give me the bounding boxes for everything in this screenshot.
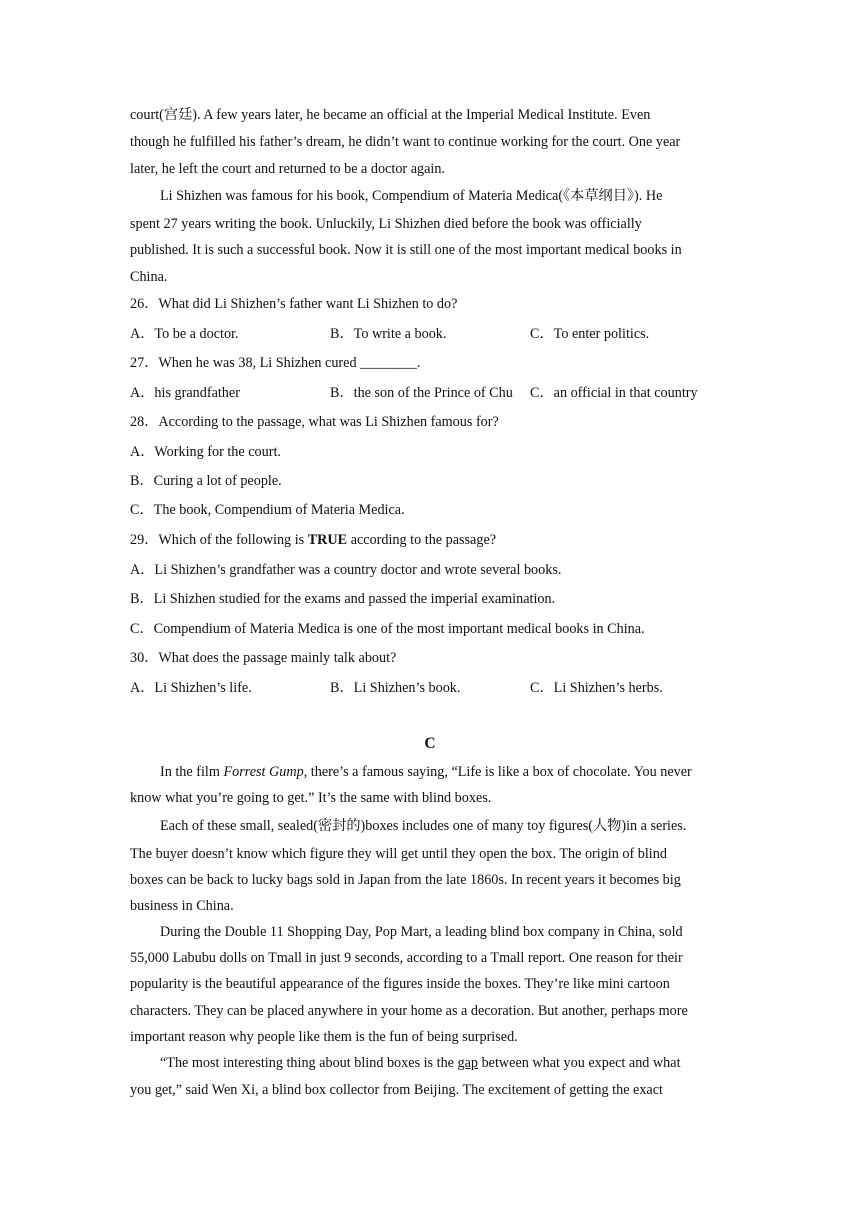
passage-c-line (160, 1054, 681, 1072)
question-26-option-a: A．To be a doctor. (130, 326, 239, 342)
underlined-word: gap (457, 1055, 479, 1071)
question-29-option-a: A．Li Shizhen’s grandfather was a country doctor and wrote several books. (130, 562, 562, 578)
question-30-option-b: B．Li Shizhen’s book. (330, 680, 461, 696)
question-26-option-b: B．To write a book. (330, 326, 447, 342)
question-28-option-a: A．Working for the court. (130, 444, 281, 460)
passage-c-line: popularity is the beautiful appearance of the figures inside the boxes. They’re like mini cartoon (130, 976, 670, 992)
passage-b-line: published. It is such a successful book. Now it is still one of the most important medical books in (130, 242, 682, 258)
question-26-stem: 26．What did Li Shizhen’s father want Li Shizhen to do? (130, 296, 458, 312)
question-30-option-c: C．Li Shizhen’s herbs. (530, 680, 663, 696)
passage-c-text: , there’s a famous saying, “Life is like a box of chocolate. You never (303, 764, 692, 780)
question-28-option-b: B．Curing a lot of people. (130, 473, 282, 489)
passage-c-line: boxes can be back to lucky bags sold in Japan from the late 1860s. In recent years it becomes big (130, 872, 681, 888)
question-27-stem: 27．When he was 38, Li Shizhen cured ________. (130, 355, 421, 371)
film-title: Forrest Gump (223, 764, 304, 780)
passage-b-line: spent 27 years writing the book. Unluckily, Li Shizhen died before the book was officially (130, 216, 642, 232)
passage-c-line: The buyer doesn’t know which figure they will get until they open the box. The origin of blind (130, 846, 667, 862)
passage-b-line: China. (130, 269, 168, 285)
passage-c-text: between what you expect and what (478, 1055, 681, 1071)
passage-c-line: you get,” said Wen Xi, a blind box collector from Beijing. The excitement of getting the exact (130, 1082, 663, 1098)
question-27-option-b: B．the son of the Prince of Chu (330, 385, 513, 401)
question-28-option-c: C．The book, Compendium of Materia Medica. (130, 502, 405, 518)
question-29-stem-bold: TRUE (307, 532, 348, 548)
passage-c-text: In the film (160, 764, 224, 780)
passage-b-line: though he fulfilled his father’s dream, he didn’t want to continue working for the court. One year (130, 134, 681, 150)
question-28-stem: 28．According to the passage, what was Li Shizhen famous for? (130, 414, 499, 430)
passage-c-line: know what you’re going to get.” It’s the same with blind boxes. (130, 790, 492, 806)
passage-c-line: 55,000 Labubu dolls on Tmall in just 9 seconds, according to a Tmall report. One reason for their (130, 950, 683, 966)
passage-c-text: “The most interesting thing about blind boxes is the (160, 1055, 458, 1071)
question-27-option-a: A．his grandfather (130, 385, 240, 401)
question-27-option-c: C．an official in that country (530, 385, 698, 401)
question-26-option-c: C．To enter politics. (530, 326, 650, 342)
passage-c-line: business in China. (130, 898, 234, 914)
question-29-stem (130, 531, 496, 549)
passage-b-line: later, he left the court and returned to be a doctor again. (130, 161, 445, 177)
question-29-stem-pre: 29．Which of the following is (130, 532, 308, 548)
passage-b-line: Li Shizhen was famous for his book, Compendium of Materia Medica(《本草纲目》). He (160, 188, 663, 204)
passage-c-line: characters. They can be placed anywhere in your home as a decoration. But another, perhaps more (130, 1003, 688, 1019)
passage-c-line: Each of these small, sealed(密封的)boxes includes one of many toy figures(人物)in a series. (160, 818, 687, 834)
passage-b-line: court(宫廷). A few years later, he became an official at the Imperial Medical Institute. Even (130, 107, 651, 123)
section-c-heading: C (424, 735, 436, 752)
question-29-stem-post: according to the passage? (347, 532, 497, 548)
question-29-option-b: B．Li Shizhen studied for the exams and passed the imperial examination. (130, 591, 556, 607)
question-29-option-c: C．Compendium of Materia Medica is one of the most important medical books in China. (130, 621, 645, 637)
question-30-option-a: A．Li Shizhen’s life. (130, 680, 252, 696)
passage-c-line: important reason why people like them is the fun of being surprised. (130, 1029, 518, 1045)
question-30-stem: 30．What does the passage mainly talk about? (130, 650, 397, 666)
passage-c-line (160, 763, 692, 781)
passage-c-line: During the Double 11 Shopping Day, Pop Mart, a leading blind box company in China, sold (160, 924, 683, 940)
